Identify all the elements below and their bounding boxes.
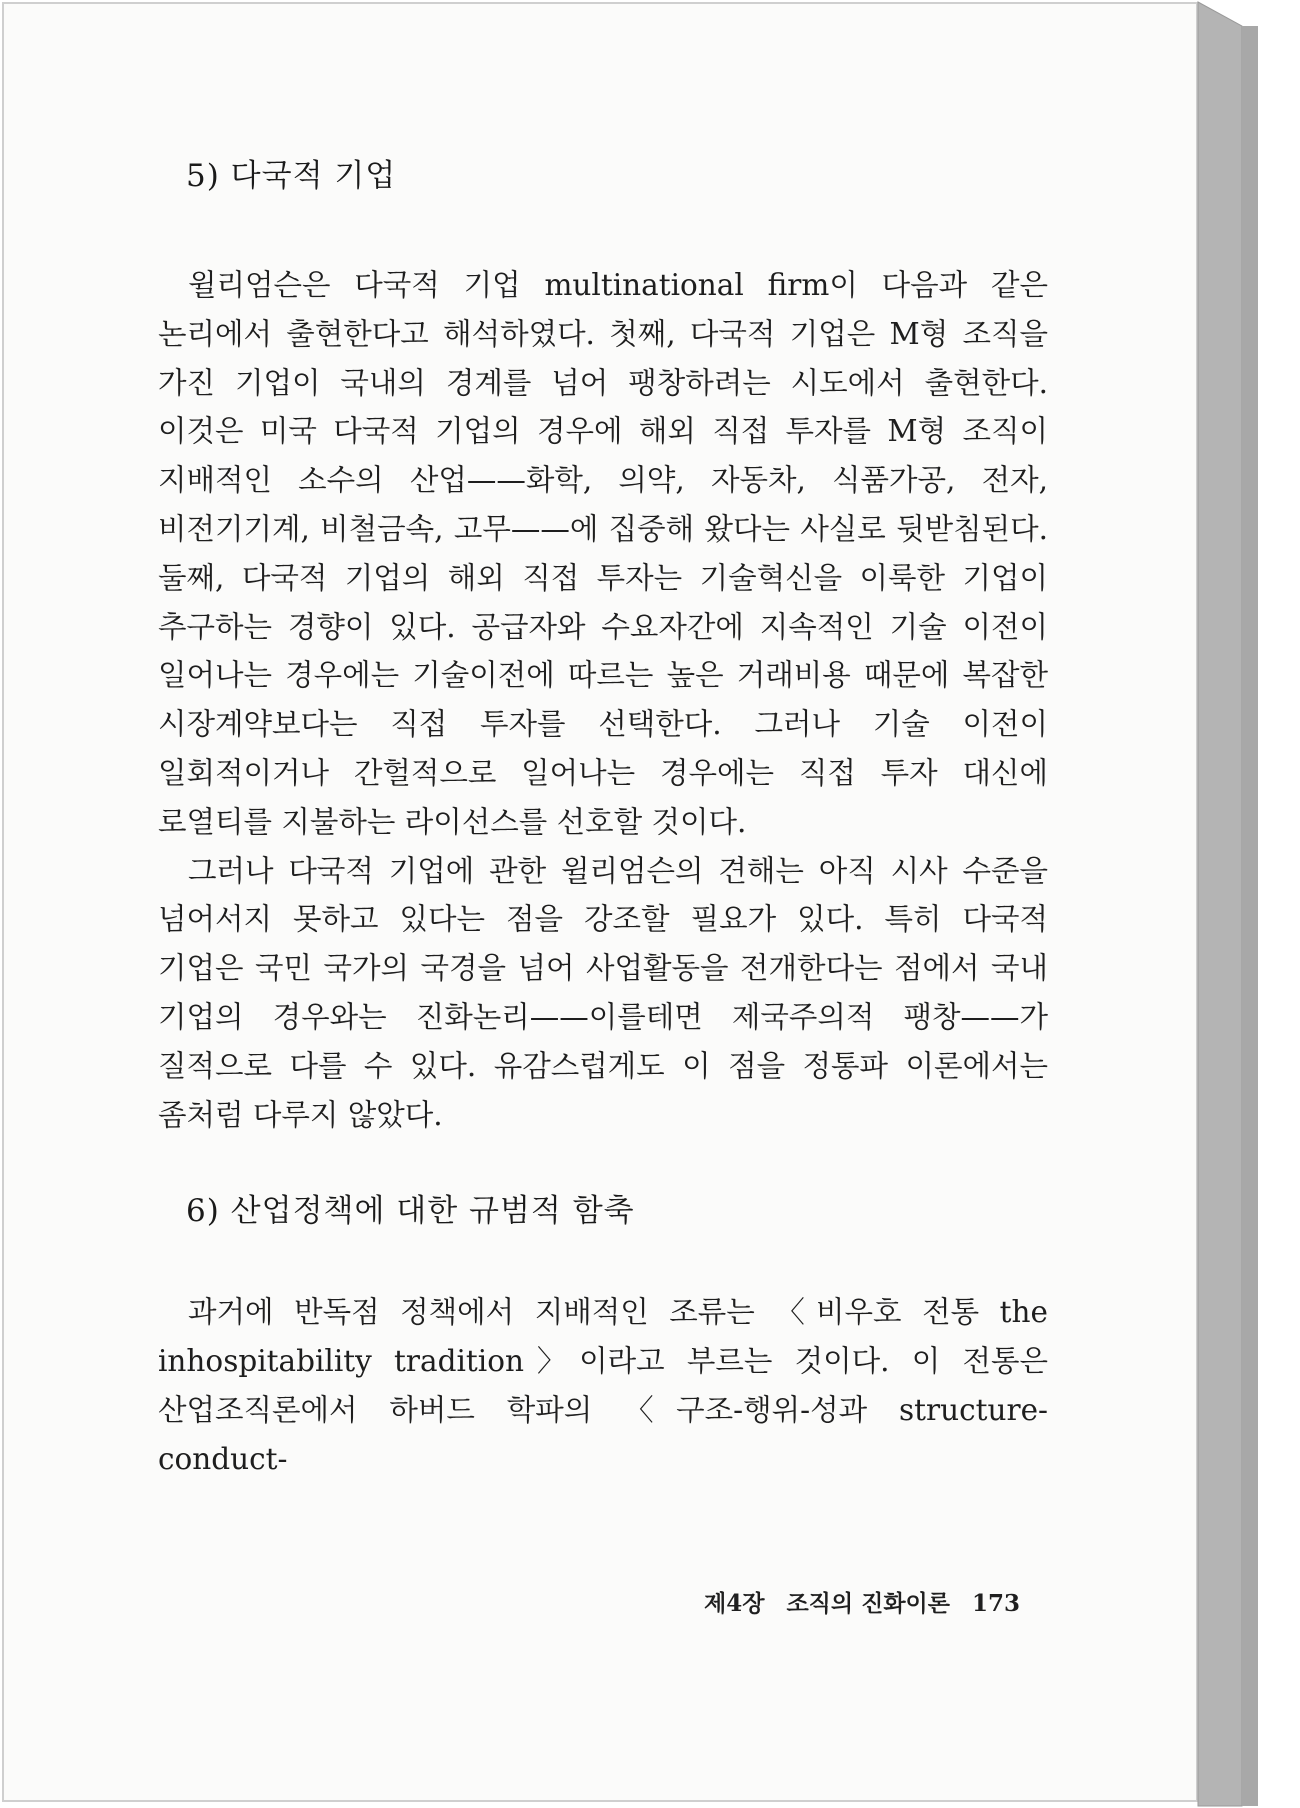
paragraph-multinational-1: 윌리엄슨은 다국적 기업 multinational firm이 다음과 같은 논리에서 출현한다고 해석하였다. 첫째, 다국적 기업은 M형 조직을 가진 기업이 국내의 경계를 넘어 팽창하려는 시도에서 출현한다. 이것은 미국 다국적 기업의 경우에 해외 직접 투자를 M형 조직이 지배적인 소수의 산업——화학, 의약, 자동차, 식품가공, 전자, 비전기기계, 비철금속, 고무——에 집중해 왔다는 사실로 뒷받침된다. 둘째, 다국적 기업의 해외 직접 투자는 기술혁신을 이룩한 기업이 추구하는 경향이 있다. 공급자와 수요자간에 지속적인 기술 이전이 일어나는 경우에는 기술이전에 따르는 높은 거래비용 때문에 복잡한 시장계약보다는 직접 투자를 선택한다. 그러나 기술 이전이 일회적이거나 간헐적으로 일어나는 경우에는 직접 투자 대신에 로열티를 지불하는 라이선스를 선호할 것이다.: [158, 268, 1048, 839]
page-number: 173: [971, 1590, 1020, 1617]
footer-chapter-title: 조직의 진화이론: [786, 1590, 950, 1617]
page-footer: [704, 1585, 1020, 1618]
paragraph-multinational-2: 그러나 다국적 기업에 관한 윌리엄슨의 견해는 아직 시사 수준을 넘어서지 못하고 있다는 점을 강조할 필요가 있다. 특히 다국적 기업은 국민 국가의 국경을 넘어 사업활동을 전개한다는 점에서 국내 기업의 경우와는 진화논리——이를테면 제국주의적 팽창——가 질적으로 다를 수 있다. 유감스럽게도 이 점을 정통파 이론에서는 좀처럼 다루지 않았다.: [158, 853, 1048, 1132]
paragraph-policy-1: 과거에 반독점 정책에서 지배적인 조류는 〈비우호 전통 the inhospitability tradition〉이라고 부르는 것이다. 이 전통은 산업조직론에서 하버드 학파의 〈구조-행위-성과 structure-conduct-: [158, 1295, 1048, 1476]
section-heading-6: 6) 산업정책에 대한 규범적 함축: [186, 1193, 635, 1230]
section-heading-5: 5) 다국적 기업: [186, 158, 397, 194]
footer-chapter: 제4장: [703, 1590, 765, 1617]
page-content: [158, 150, 1048, 1484]
